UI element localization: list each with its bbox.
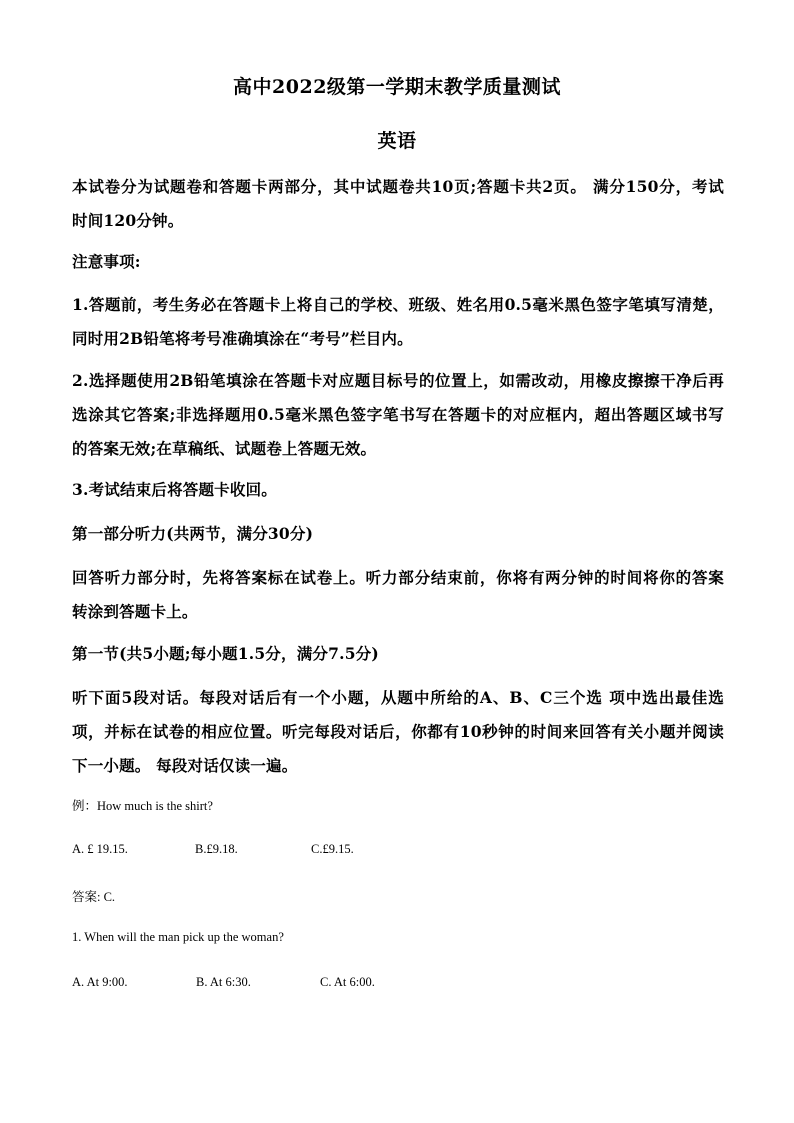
example-option-c: C.£9.15. bbox=[311, 842, 354, 856]
exam-title: 高中2022级第一学期末教学质量测试 bbox=[233, 76, 561, 98]
note-item-1 bbox=[72, 288, 724, 356]
note-line: 2.选择题使用2B铅笔填涂在答题卡对应题目标号的位置上，如需改动，用橡皮擦擦干净后再 bbox=[72, 371, 724, 390]
subject-title: 英语 bbox=[377, 130, 417, 152]
example-option-b: B.£9.18. bbox=[195, 842, 238, 856]
intro-line: 本试卷分为试题卷和答题卡两部分，其中试题卷共10页;答题卡共2页。 满分150分，考试 bbox=[72, 177, 724, 196]
question-1-option-c: C. At 6:00. bbox=[320, 975, 375, 989]
question-1-option-b: B. At 6:30. bbox=[196, 975, 251, 989]
note-line: 同时用2B铅笔将考号准确填涂在“考号”栏目内。 bbox=[72, 329, 413, 348]
notes-heading bbox=[72, 245, 724, 279]
example-question: 例：How much is the shirt? bbox=[72, 799, 213, 813]
example-option-a: A. £ 19.15. bbox=[72, 842, 128, 856]
note-line: 的答案无效;在草稿纸、试题卷上答题无效。 bbox=[72, 439, 377, 458]
section1-line: 项，并标在试卷的相应位置。听完每段对话后，你都有10秒钟的时间来回答有关小题并阅读 bbox=[72, 722, 724, 741]
intro-paragraph bbox=[72, 170, 724, 238]
part1-heading-text: 第一部分听力(共两节，满分30分) bbox=[72, 524, 314, 543]
part1-heading bbox=[72, 517, 724, 551]
section1-heading-text: 第一节(共5小题;每小题1.5分，满分7.5分) bbox=[72, 644, 379, 663]
section1-line: 下一小题。 每段对话仅读一遍。 bbox=[72, 756, 298, 775]
note-line: 选涂其它答案;非选择题用0.5毫米黑色签字笔书写在答题卡的对应框内，超出答题区域书写 bbox=[72, 405, 724, 424]
section1-heading bbox=[72, 637, 724, 671]
question-1: 1. When will the man pick up the woman? bbox=[72, 930, 284, 944]
question-1-option-a: A. At 9:00. bbox=[72, 975, 128, 989]
part1-description bbox=[72, 561, 724, 629]
example-answer: 答案: C. bbox=[72, 890, 116, 904]
part1-line: 回答听力部分时，先将答案标在试卷上。听力部分结束前，你将有两分钟的时间将你的答案 bbox=[72, 568, 724, 587]
note-line: 1.答题前，考生务必在答题卡上将自己的学校、班级、姓名用0.5毫米黑色签字笔填写清楚， bbox=[72, 295, 724, 314]
note-item-3 bbox=[72, 473, 724, 507]
note-item-2 bbox=[72, 364, 724, 466]
note-line: 3.考试结束后将答题卡收回。 bbox=[72, 480, 277, 499]
notes-heading-text: 注意事项: bbox=[72, 252, 141, 271]
intro-line: 时间120分钟。 bbox=[72, 211, 184, 230]
section1-line: 听下面5段对话。每段对话后有一个小题，从题中所给的A、B、C三个选 项中选出最佳选 bbox=[72, 688, 724, 707]
part1-line: 转涂到答题卡上。 bbox=[72, 602, 198, 621]
section1-description bbox=[72, 681, 724, 783]
